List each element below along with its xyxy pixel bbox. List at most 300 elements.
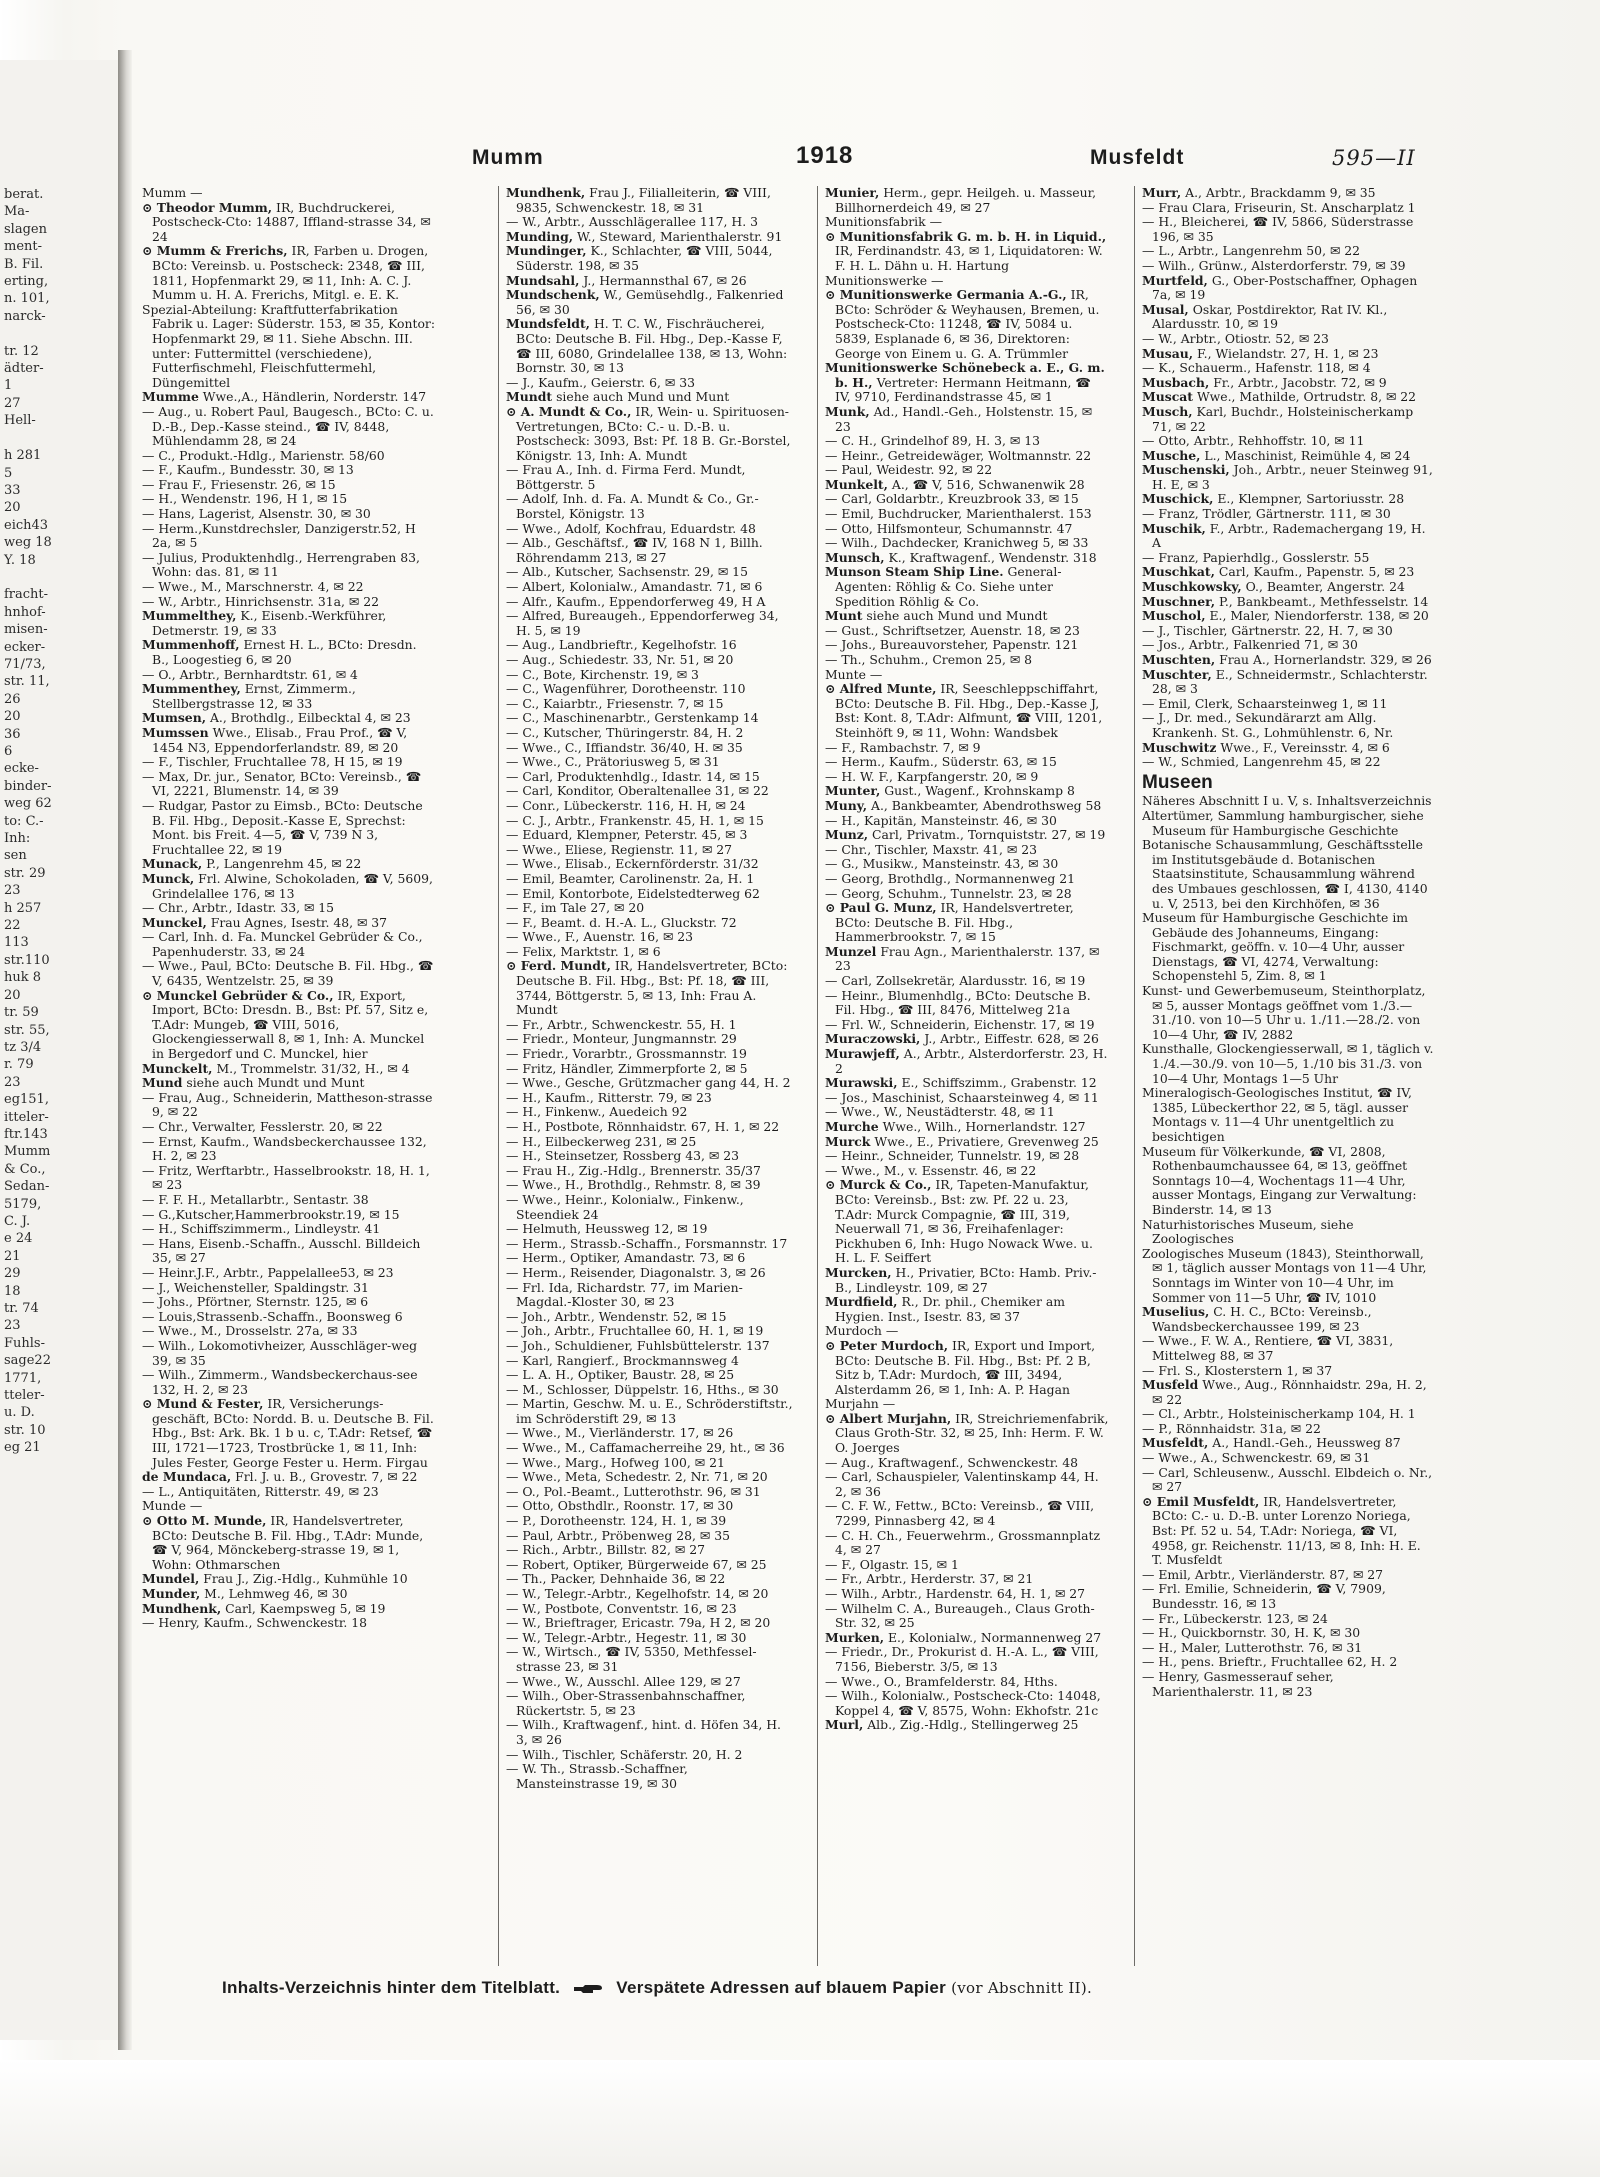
directory-entry [506, 1062, 794, 1077]
directory-entry [825, 1412, 1109, 1456]
directory-entry [142, 901, 436, 916]
entry-details: Frl. Alwine, Schokoladen, ☎ V, 5609, Grindelallee 176, ✉ 13 [152, 870, 433, 901]
column-2 [506, 186, 794, 1966]
entry-details: — Heinr., Schneider, Tunnelstr. 19, ✉ 28 [825, 1148, 1080, 1164]
directory-entry [825, 1266, 1109, 1295]
entry-details: P., Langenrehm 45, ✉ 22 [202, 856, 362, 872]
directory-entry [1142, 390, 1434, 405]
entry-details: Museum für Hamburgische Geschichte im Gebäude des Johanneums, Eingang: Fischmarkt, geöffn. v. 10—4 Uhr, ausser Dienstags, ☎ VI, 4274, Verwaltung: Schopenstehl 5, Zim. 8, ✉ 1 [1142, 910, 1409, 984]
page-bottom-margin [0, 2060, 1600, 2177]
entry-details: — Adolf, Inh. d. Fa. A. Mundt & Co., Gr.-Borstel, Königstr. 13 [506, 491, 759, 522]
directory-entry [1142, 463, 1434, 492]
directory-entry [1142, 595, 1434, 610]
directory-entry [1142, 1247, 1434, 1305]
directory-entry [1142, 1407, 1434, 1422]
directory-entry [142, 959, 436, 988]
directory-entry [825, 1120, 1109, 1135]
directory-entry [506, 901, 794, 916]
entry-details: — L., Antiquitäten, Ritterstr. 49, ✉ 23 [142, 1483, 379, 1499]
entry-details: Zoologisches Museum (1843), Steinthorwall, ✉ 1, täglich ausser Montags von 11—4 Uhr, Sonntags im Winter von 10—4 Uhr, im Sommer von 11—5 Uhr, ☎ IV, 1010 [1142, 1245, 1427, 1305]
entry-name: Munt [825, 608, 863, 624]
entry-details: — Heinr.J.F., Arbtr., Pappelallee53, ✉ 23 [142, 1264, 394, 1280]
directory-entry [825, 1602, 1109, 1631]
directory-entry [1142, 741, 1434, 756]
entry-details: K., Kraftwagenf., Wendenstr. 318 [884, 549, 1097, 565]
entry-details: — Fritz, Werftarbtr., Hasselbrookstr. 18, H. 1, ✉ 23 [142, 1162, 430, 1193]
directory-entry [142, 580, 436, 595]
entry-name: Muschick, [1142, 491, 1214, 507]
entry-details: Kunst- und Gewerbemuseum, Steinthorplatz, ✉ 5, ausser Montags geöffnet vom 1./3.—31./10. von 10—5 Uhr u. 1./11.—28./2. von 10—4 Uhr, ☎ IV, 2882 [1142, 983, 1426, 1042]
left-headword: Mumm [472, 146, 544, 169]
directory-entry [1142, 809, 1434, 838]
directory-entry [142, 1237, 436, 1266]
entry-details: J., Hermannsthal 67, ✉ 26 [579, 272, 747, 288]
entry-details: — Carl, Inh. d. Fa. Munckel Gebrüder & Co., Papenhuderstr. 33, ✉ 24 [142, 929, 423, 959]
entry-details: — Joh., Arbtr., Fruchtallee 60, H. 1, ✉ 19 [506, 1323, 764, 1339]
directory-entry [142, 595, 436, 610]
entry-details: IR, Buchdruckerei, Postscheck-Cto: 14887, Iffland-strasse 34, ✉ 24 [152, 199, 431, 244]
entry-name: ⊙ Theodor Mumm, [142, 199, 273, 215]
entry-details: — Louis,Strassenb.-Schaffn., Boonsweg 6 [142, 1308, 403, 1324]
directory-entry [506, 536, 794, 565]
directory-entry [506, 1178, 794, 1193]
directory-entry [825, 1324, 1109, 1339]
entry-details: K., Schlachter, ☎ VIII, 5044, Süderstr. 198, ✉ 35 [516, 243, 773, 273]
directory-entry [142, 449, 436, 464]
entry-details: — Wwe., M., Drosselstr. 27a, ✉ 33 [142, 1323, 358, 1339]
entry-details: — W., Brieftrager, Ericastr. 79a, H 2, ✉ 20 [506, 1615, 771, 1631]
entry-details: — W., Postbote, Conventstr. 16, ✉ 23 [506, 1600, 737, 1616]
entry-details: E., Schneidermstr., Schlachterstr. 28, ✉ 3 [1152, 666, 1428, 697]
entry-name: Mummenthey, [142, 681, 241, 697]
directory-entry [1142, 697, 1434, 712]
directory-entry [825, 1558, 1109, 1573]
directory-entry [1142, 376, 1434, 391]
directory-entry [1142, 303, 1434, 332]
entry-details: — M., Schlosser, Düppelstr. 16, Hths., ✉ 30 [506, 1381, 779, 1397]
entry-details: — Rudgar, Pastor zu Eimsb., BCto: Deutsche B. Fil. Hbg., Deposit.-Kasse E, Sprechst: Mont. bis Freit. 4—5, ☎ V, 739 N 3, Fruchtallee 22, ✉ 19 [142, 797, 423, 857]
directory-entry [506, 1193, 794, 1222]
entry-details: — Chr., Verwalter, Fesslerstr. 20, ✉ 22 [142, 1119, 383, 1134]
entry-details: — H., Kaufm., Ritterstr. 79, ✉ 23 [506, 1089, 712, 1105]
entry-details: Frau J., Zig.-Hdlg., Kuhmühle 10 [199, 1571, 408, 1587]
directory-entry [506, 843, 794, 858]
directory-entry [506, 1237, 794, 1252]
entry-details: — Frau Clara, Friseurin, St. Anscharplatz 1 [1142, 199, 1416, 215]
directory-entry [506, 244, 794, 273]
entry-name: Munz, [825, 827, 869, 843]
directory-entry [506, 1266, 794, 1281]
entry-details: Munitionsfabrik — [825, 214, 942, 230]
entry-details: — P., Rönnhaidstr. 31a, ✉ 22 [1142, 1420, 1321, 1436]
entry-details: — Wwe., Eliese, Regienstr. 11, ✉ 27 [506, 841, 733, 857]
directory-entry [1142, 624, 1434, 639]
entry-details: — Wilh., Ober-Strassenbahnschaffner, Rückertstr. 5, ✉ 23 [506, 1688, 746, 1718]
directory-entry [506, 814, 794, 829]
directory-entry [506, 1368, 794, 1383]
directory-entry [506, 230, 794, 245]
directory-entry [506, 959, 794, 1017]
entry-details: — Wilhelm C. A., Bureaugeh., Claus Groth-Str. 32, ✉ 25 [825, 1600, 1095, 1631]
directory-entry [506, 1018, 794, 1033]
entry-details: E., Kolonialw., Normannenweg 27 [884, 1629, 1102, 1645]
directory-entry [142, 1499, 436, 1514]
directory-entry [825, 989, 1109, 1018]
entry-details: P., Bankbeamt., Methfesselstr. 14 [1215, 593, 1429, 609]
directory-entry [506, 1047, 794, 1062]
directory-entry [825, 770, 1109, 785]
directory-entry [825, 507, 1109, 522]
directory-entry [506, 1251, 794, 1266]
directory-entry [1142, 1451, 1434, 1466]
entry-details: F., Arbtr., Rademachergang 19, H. A [1152, 520, 1426, 551]
entry-name: Murtfeld, [1142, 272, 1208, 288]
directory-entry [506, 1572, 794, 1587]
directory-entry [1142, 580, 1434, 595]
entry-details: — H., Finkenw., Auedeich 92 [506, 1104, 688, 1120]
entry-details: H., Privatier, BCto: Hamb. Priv.-B., Lindleystr. 109, ✉ 27 [835, 1264, 1097, 1295]
directory-entry [506, 1602, 794, 1617]
directory-entry [825, 887, 1109, 902]
entry-details: — H., Schiffszimmerm., Lindleystr. 41 [142, 1221, 381, 1237]
right-headword: Musfeldt [1090, 146, 1185, 169]
directory-entry [506, 288, 794, 317]
entry-name: Munier, [825, 186, 880, 200]
directory-entry [825, 843, 1109, 858]
entry-details: IR, Streichriemenfabrik, Claus Groth-Str. 32, ✉ 25, Inh: Herm. F. W. O. Joerges [835, 1410, 1109, 1456]
directory-entry [825, 1295, 1109, 1324]
entry-details: — Wwe., M., Caffamacherreihe 29, ht., ✉ 36 [506, 1440, 785, 1456]
directory-entry [825, 1135, 1109, 1150]
entry-name: Munckelt, [142, 1060, 213, 1076]
entry-name: Muschenski, [1142, 462, 1230, 478]
entry-details: siehe auch Mund und Munt [552, 389, 730, 405]
page-number: 595—II [1332, 146, 1416, 170]
entry-name: Muscat [1142, 389, 1193, 405]
entry-name: Musau, [1142, 345, 1194, 361]
entry-details: — Otto, Arbtr., Rehhoffstr. 10, ✉ 11 [1142, 433, 1365, 449]
entry-details: — Wwe., H., Brothdlg., Rehmstr. 8, ✉ 39 [506, 1177, 761, 1193]
directory-entry [1142, 551, 1434, 566]
entry-details: Ernest H. L., BCto: Dresdn. B., Loogestieg 6, ✉ 20 [152, 637, 417, 667]
entry-details: — F., im Tale 27, ✉ 20 [506, 900, 645, 916]
directory-entry [506, 887, 794, 902]
entry-name: Mummelthey, [142, 608, 237, 624]
directory-entry [506, 1105, 794, 1120]
directory-entry [825, 1631, 1109, 1646]
footer-late-addresses: Verspätete Adressen auf blauem Papier [616, 1978, 947, 1997]
directory-entry [142, 1120, 436, 1135]
directory-entry [506, 1076, 794, 1091]
left-page-fragments: berat. Ma- slagen ment- B. Fil. erting, n. 101, narck- tr. 12 ädter- 1 27 Hell- h 281 5 33 20 eich43 weg 18 Y. 18 fracht- hnhof- misen- ecker- 71/73, str. 11, 26 20 36 6 ecke- binder- weg 62 to: C.- Inh: sen str. 29 23 h 257 22 113 str.110 huk 8 20 tr. 59 str. 55, tz 3/4 r. 79 23 eg151, itteler- ftr.143 Mumm & Co., Sedan- 5179, C. J. e 24 21 29 18 tr. 74 23 Fuhls- sage22 1771, tteler- u. D. str. 10 eg 21 [4, 187, 52, 1456]
directory-entry [506, 1718, 794, 1747]
entry-details: — Franz, Papierhdlg., Gosslerstr. 55 [1142, 549, 1370, 565]
entry-details: — Jos., Maschinist, Schaarsteinweg 4, ✉ 11 [825, 1089, 1099, 1105]
entry-details: — Gust., Schriftsetzer, Auenstr. 18, ✉ 23 [825, 622, 1080, 638]
entry-name: Mumme [142, 389, 199, 405]
directory-entry [825, 668, 1109, 683]
entry-details: — Herm., Reisender, Diagonalstr. 3, ✉ 26 [506, 1264, 766, 1280]
directory-entry [825, 186, 1109, 215]
entry-name: Muschkat, [1142, 564, 1215, 580]
entry-details: — J., Weichensteller, Spaldingstr. 31 [142, 1279, 369, 1295]
entry-name: Muschter, [1142, 666, 1212, 682]
entry-details: — H., pens. Brieftr., Fruchtallee 62, H. 2 [1142, 1654, 1398, 1670]
entry-details: — Hans, Lagerist, Alsenstr. 30, ✉ 30 [142, 506, 371, 522]
entry-details: — Robert, Optiker, Bürgerweide 67, ✉ 25 [506, 1556, 767, 1572]
directory-entry [1142, 911, 1434, 984]
column-4 [1142, 186, 1434, 1966]
directory-entry [1142, 1582, 1434, 1611]
entry-details: Wwe., Elisab., Frau Prof., ☎ V, 1454 N3, Eppendorferlandstr. 89, ✉ 20 [152, 724, 408, 755]
directory-entry [506, 580, 794, 595]
entry-details: IR, Farben u. Drogen, BCto: Vereinsb. u. Postscheck: 2348, ☎ III, 1811, Hopfenmarkt 29, ✉ 11, Inh: A. C. J. Mumm u. H. A. Frerichs, Mitgl. e. E. K. [152, 243, 429, 303]
directory-entry [506, 390, 794, 405]
directory-entry [1142, 244, 1434, 259]
entry-details: Oskar, Postdirektor, Rat IV. Kl., Alardusstr. 10, ✉ 19 [1152, 301, 1388, 332]
directory-entry [142, 522, 436, 551]
directory-entry [142, 1324, 436, 1339]
entry-name: Murdfield, [825, 1294, 898, 1310]
entry-details: — Chr., Tischler, Maxstr. 41, ✉ 23 [825, 841, 1037, 857]
directory-entry [142, 1076, 436, 1091]
entry-details: IR, Wein- u. Spirituosen-Vertretungen, BCto: C.- u. D.-B. u. Postscheck: 3093, Bst: Pf. 18 B. Gr.-Borstel, Königstr. 13, Inh: A. Mundt [516, 403, 791, 463]
directory-entry [825, 565, 1109, 609]
directory-entry [142, 1587, 436, 1602]
entry-details: Naturhistorisches Museum, siehe Zoologisches [1142, 1216, 1354, 1247]
entry-details: Spezial-Abteilung: Kraftfutterfabrikation Fabrik u. Lager: Süderstr. 153, ✉ 35, Kontor: Hopfenmarkt 29, ✉ 11. Siehe Abschn. III. unter: Futtermittel (verschiedene), Futterfischmehl, Fleischfuttermehl, Düngemittel [142, 301, 436, 390]
entry-details: Altertümer, Sammlung hamburgischer, siehe Museum für Hamburgische Geschichte [1142, 807, 1424, 838]
entry-details: — Wilh., Dachdecker, Kranichweg 5, ✉ 33 [825, 535, 1089, 551]
directory-entry [1142, 1612, 1434, 1627]
entry-details: — Aug., Kraftwagenf., Schwenckestr. 48 [825, 1454, 1078, 1470]
entry-details: — Frl. S., Klosterstern 1, ✉ 37 [1142, 1362, 1333, 1378]
entry-details: — Frl. Emilie, Schneiderin, ☎ V, 7909, Bundesstr. 16, ✉ 13 [1142, 1581, 1386, 1611]
directory-entry [825, 784, 1109, 799]
entry-details: — Carl, Zollsekretär, Alardusstr. 16, ✉ 19 [825, 973, 1086, 989]
entry-name: Mundhenk, [506, 186, 586, 200]
page-footer [222, 1978, 1472, 1998]
directory-entry [825, 1018, 1109, 1033]
entry-name: Musch, [1142, 403, 1193, 419]
entry-details: — Georg, Schuhm., Tunnelstr. 23, ✉ 28 [825, 885, 1072, 901]
directory-entry [1142, 1086, 1434, 1144]
entry-details: — H., Kapitän, Mansteinstr. 46, ✉ 30 [825, 812, 1057, 828]
directory-entry [1142, 332, 1434, 347]
directory-entry [142, 989, 436, 1062]
entry-details: — C. J., Arbtr., Frankenstr. 45, H. 1, ✉ 15 [506, 812, 764, 828]
entry-name: Murck [825, 1133, 871, 1149]
entry-details: — H., Maler, Lutterothstr. 76, ✉ 31 [1142, 1639, 1363, 1655]
directory-entry [506, 741, 794, 756]
directory-entry [506, 945, 794, 960]
entry-details: — Alfred, Bureaugeh., Eppendorferweg 34, H. 5, ✉ 19 [506, 608, 779, 638]
entry-details: — Alb., Geschäftsf., ☎ IV, 168 N 1, Billh. Röhrendamm 213, ✉ 27 [506, 535, 763, 565]
year: 1918 [796, 142, 854, 169]
directory-entry [506, 1514, 794, 1529]
directory-entry [825, 463, 1109, 478]
directory-entry [506, 1222, 794, 1237]
entry-details: Mumm — [142, 186, 203, 200]
entry-name: Munter, [825, 783, 881, 799]
directory-entry [142, 1572, 436, 1587]
entry-details: — Fr., Lübeckerstr. 123, ✉ 24 [1142, 1610, 1328, 1626]
entry-name: Musal, [1142, 301, 1189, 317]
entry-details: Munitionswerke — [825, 272, 944, 288]
entry-details: — F. F. H., Metallarbtr., Sentastr. 38 [142, 1191, 369, 1207]
directory-entry [825, 1339, 1109, 1397]
directory-entry [142, 726, 436, 755]
directory-entry [825, 1032, 1109, 1047]
directory-entry [1142, 434, 1434, 449]
directory-entry [1142, 1145, 1434, 1218]
entry-details: — Karl, Rangierf., Brockmannsweg 4 [506, 1352, 739, 1368]
directory-entry [142, 1208, 436, 1223]
entry-details: — Conr., Lübeckerstr. 116, H. H, ✉ 24 [506, 797, 746, 813]
entry-name: ⊙ Otto M. Munde, [142, 1513, 267, 1529]
directory-entry [825, 755, 1109, 770]
directory-entry [142, 857, 436, 872]
directory-entry [142, 1222, 436, 1237]
entry-details: IR, Seeschleppschiffahrt, BCto: Deutsche B. Fil. Hbg., Dep.-Kasse J, Bst: Kont. 8, T.Adr: Alfmunt, ☎ VIII, 1201, Steinhöft 9, ✉ 11, Wohn: Wandsbek [835, 681, 1103, 740]
entry-details: — Wilh., Arbtr., Hardenstr. 64, H. 1, ✉ 27 [825, 1586, 1086, 1601]
entry-details: — Paul, Weidestr. 92, ✉ 22 [825, 462, 993, 478]
directory-entry [142, 872, 436, 901]
entry-details: — Johs., Bureauvorsteher, Papenstr. 121 [825, 637, 1079, 653]
directory-entry [825, 1470, 1109, 1499]
entry-name: ⊙ Mumm & Frerichs, [142, 243, 288, 259]
entry-details: — Emil, Beamter, Carolinenstr. 2a, H. 1 [506, 870, 755, 886]
directory-entry [506, 1383, 794, 1398]
entry-details: Frau Agnes, Isestr. 48, ✉ 37 [206, 914, 388, 930]
entry-details: — C. F. W., Fettw., BCto: Vereinsb., ☎ VIII, 7299, Pinnasberg 42, ✉ 4 [825, 1498, 1095, 1529]
entry-name: Munkelt, [825, 476, 888, 492]
entry-name: ⊙ Munckel Gebrüder & Co., [142, 987, 334, 1003]
entry-details: — Henry, Kaufm., Schwenckestr. 18 [142, 1615, 368, 1631]
entry-details: — Paul, Arbtr., Pröbenweg 28, ✉ 35 [506, 1527, 730, 1543]
directory-entry [506, 653, 794, 668]
directory-entry [506, 317, 794, 375]
entry-name: Mundt [506, 389, 553, 405]
directory-entry [825, 522, 1109, 537]
entry-name: ⊙ Munitionswerke Germania A.-G., [825, 287, 1067, 303]
directory-entry [1142, 1626, 1434, 1641]
entry-name: Muschner, [1142, 593, 1216, 609]
section-heading: Museen [1142, 771, 1213, 793]
directory-entry [142, 1091, 436, 1120]
entry-name: Muny, [825, 797, 868, 813]
entry-name: Munsch, [825, 549, 885, 565]
directory-entry [506, 1558, 794, 1573]
entry-details: Mineralogisch-Geologisches Institut, ☎ IV, 1385, Lübeckerthor 22, ✉ 5, tägl. ausser Montags v. 11—4 Uhr unentgeltlich zu besichtigen [1142, 1085, 1412, 1144]
entry-details: — Wwe., A., Schwenckestr. 69, ✉ 31 [1142, 1450, 1371, 1466]
entry-details: Ernst, Zimmerm., Stellbergstrasse 12, ✉ 33 [152, 681, 356, 711]
directory-entry [142, 1266, 436, 1281]
entry-details: — Aug., Landbrieftr., Kegelhofstr. 16 [506, 637, 737, 653]
directory-entry [825, 449, 1109, 464]
entry-details: Alb., Zig.-Hdlg., Stellingerweg 25 [863, 1717, 1079, 1733]
entry-details: — Carl, Goldarbtr., Kreuzbrook 33, ✉ 15 [825, 491, 1079, 507]
entry-name: Munack, [142, 856, 203, 872]
directory-entry [142, 551, 436, 580]
directory-entry [506, 755, 794, 770]
directory-entry [506, 595, 794, 610]
entry-name: Munck, [142, 870, 195, 886]
directory-entry [506, 522, 794, 537]
entry-details: — W., Schmied, Langenrehm 45, ✉ 22 [1142, 754, 1381, 770]
entry-details: — C. H., Grindelhof 89, H. 3, ✉ 13 [825, 433, 1040, 449]
directory-entry [825, 1149, 1109, 1164]
directory-entry [1142, 1568, 1434, 1583]
entry-details: — Carl, Konditor, Oberaltenallee 31, ✉ 22 [506, 783, 769, 799]
directory-entry [1142, 1641, 1434, 1656]
entry-details: — Helmuth, Heussweg 12, ✉ 19 [506, 1221, 708, 1237]
entry-name: Muselius, [1142, 1304, 1210, 1320]
directory-entry [1142, 838, 1434, 911]
directory-entry [506, 1397, 794, 1426]
entry-details: — Wilh., Kraftwagenf., hint. d. Höfen 34, H. 3, ✉ 26 [506, 1717, 781, 1747]
directory-entry [1142, 1466, 1434, 1495]
entry-details: — Fr., Arbtr., Schwenckestr. 55, H. 1 [506, 1016, 737, 1032]
directory-entry [825, 974, 1109, 989]
entry-name: ⊙ Munitionsfabrik G. m. b. H. in Liquid., [825, 228, 1107, 244]
entry-details: — Heinr., Getreidewäger, Woltmannstr. 22 [825, 447, 1092, 463]
entry-details: Wwe.,A., Händlerin, Norderstr. 147 [198, 389, 427, 405]
entry-details: Gust., Wagenf., Krohnskamp 8 [880, 783, 1075, 799]
directory-entry [142, 1397, 436, 1470]
directory-entry [506, 682, 794, 697]
entry-details: — G.,Kutscher,Hammerbrookstr.19, ✉ 15 [142, 1206, 400, 1222]
directory-entry [506, 828, 794, 843]
entry-details: — C. H. Ch., Feuerwehrm., Grossmannplatz 4, ✉ 27 [825, 1527, 1100, 1558]
directory-entry [506, 1441, 794, 1456]
directory-entry [825, 492, 1109, 507]
entry-details: — H., Postbote, Rönnhaidstr. 67, H. 1, ✉ 22 [506, 1119, 780, 1134]
entry-details: Herm., gepr. Heilgeh. u. Masseur, Billhornerdeich 49, ✉ 27 [835, 186, 1097, 215]
entry-details: — Th., Schuhm., Cremon 25, ✉ 8 [825, 652, 1033, 667]
entry-details: — Friedr., Dr., Prokurist d. H.-A. L., ☎ VIII, 7156, Bieberstr. 3/5, ✉ 13 [825, 1644, 1099, 1674]
entry-name: Mumssen [142, 724, 209, 740]
entry-details: K., Eisenb.-Werkführer, Detmerstr. 19, ✉ 33 [152, 608, 387, 638]
directory-entry [506, 376, 794, 391]
directory-entry [142, 1339, 436, 1368]
entry-details: Carl, Kaufm., Papenstr. 5, ✉ 23 [1214, 564, 1415, 580]
directory-entry [506, 1616, 794, 1631]
entry-details: — Wwe., M., v. Essenstr. 46, ✉ 22 [825, 1162, 1037, 1178]
entry-name: Munder, [142, 1586, 201, 1601]
directory-entry [1142, 668, 1434, 697]
directory-entry [142, 390, 436, 405]
directory-entry [1142, 1436, 1434, 1451]
entry-details: — H., Bleicherei, ☎ IV, 5866, Süderstrasse 196, ✉ 35 [1142, 214, 1414, 244]
entry-details: — Friedr., Monteur, Jungmannstr. 29 [506, 1031, 737, 1047]
entry-details: — Johs., Pförtner, Sternstr. 125, ✉ 6 [142, 1294, 369, 1310]
entry-details: IR, Tapeten-Manufaktur, BCto: Vereinsb., Bst: zw. Pf. 22 u. 23, T.Adr: Murck Compagnie, ☎ III, 319, Neuerwall 71, ✉ 36, Freihafenlager: Pickhuben 6, Inh: Hugo Nowack Wwe. u. H. L. F. Seiffert [835, 1177, 1093, 1266]
entry-details: Ad., Handl.-Geh., Holstenstr. 15, ✉ 23 [835, 403, 1093, 434]
entry-details: — H., Quickbornstr. 30, H. K, ✉ 30 [1142, 1625, 1361, 1641]
directory-entry [506, 770, 794, 785]
directory-entry [825, 230, 1109, 274]
directory-entry [1142, 1670, 1434, 1699]
entry-details: — Herm.,Kunstdrechsler, Danzigerstr.52, H 2a, ✉ 5 [142, 520, 416, 551]
directory-entry [142, 1310, 436, 1325]
entry-name: Muschol, [1142, 608, 1206, 624]
entry-details: Munde — [142, 1498, 203, 1514]
entry-details: Wwe., E., Privatiere, Grevenweg 25 [870, 1133, 1099, 1149]
left-page-edge [0, 60, 122, 2040]
entry-details: R., Dr. phil., Chemiker am Hygien. Inst., Isestr. 83, ✉ 37 [835, 1294, 1065, 1324]
entry-details: — W., Wirtsch., ☎ IV, 5350, Methfessel-strasse 23, ✉ 31 [506, 1644, 757, 1674]
